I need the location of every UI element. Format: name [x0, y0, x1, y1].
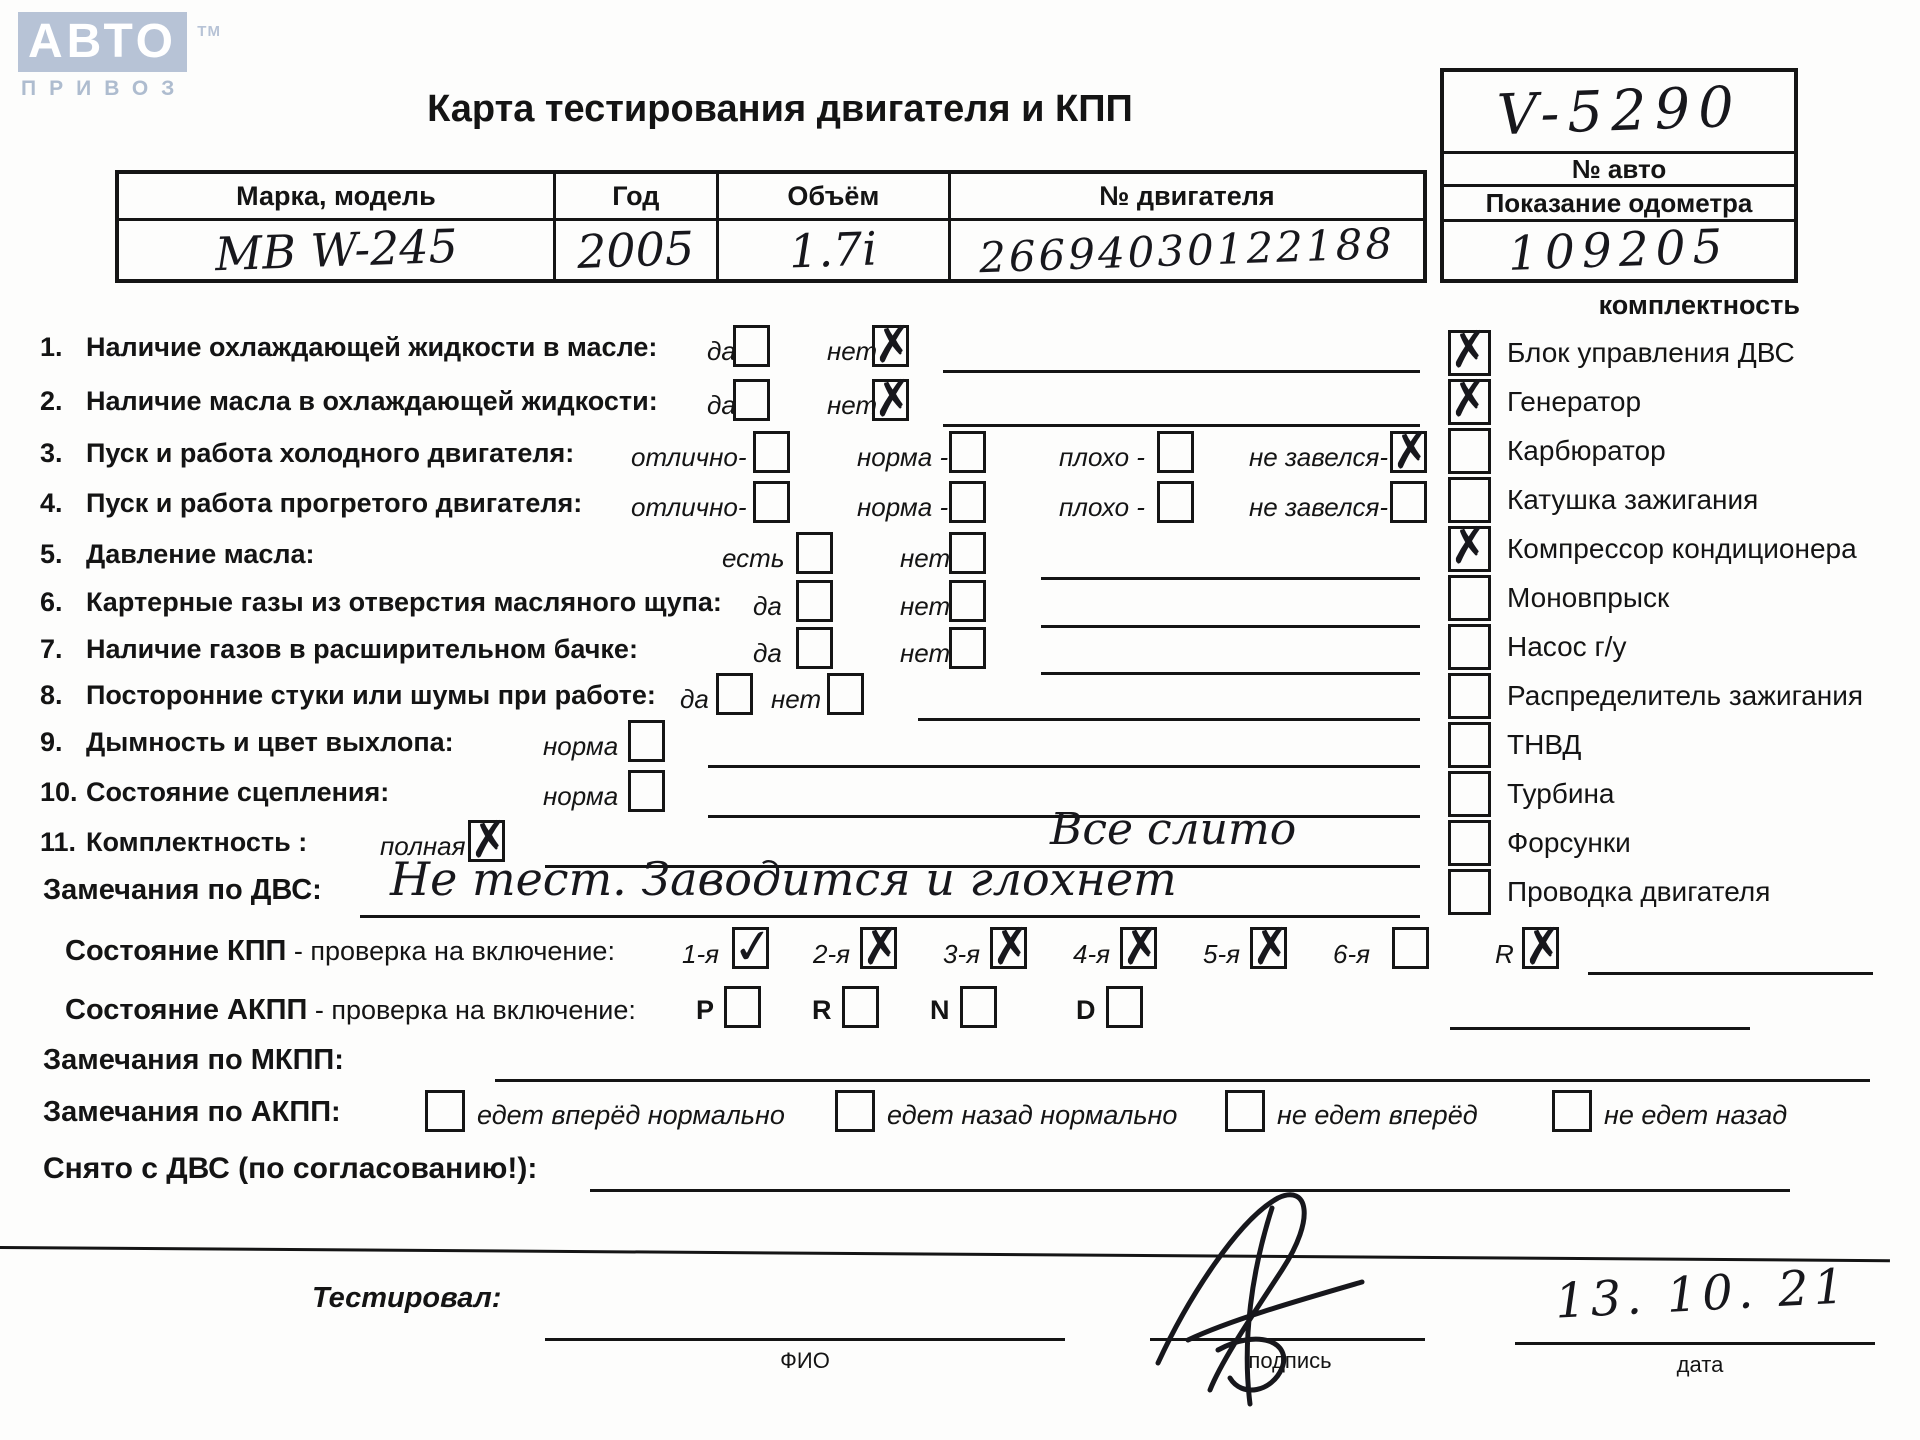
header-volume: Объём — [719, 174, 951, 218]
signature-scribble — [1130, 1178, 1390, 1413]
dvs-remarks-row — [40, 852, 1420, 922]
item-number: 11. — [40, 827, 77, 857]
checkbox[interactable] — [858, 917, 904, 977]
removed-row — [40, 1142, 1880, 1198]
completeness-item — [1448, 576, 1908, 620]
option-label: норма - — [857, 492, 949, 522]
checkbox[interactable] — [1448, 869, 1491, 915]
checkbox-mark: ✗ — [1446, 320, 1492, 380]
checkbox[interactable] — [949, 481, 986, 523]
gear-label: D — [1076, 995, 1096, 1025]
item-number: 3. — [40, 438, 63, 468]
option-label: отлично- — [631, 442, 747, 472]
checkbox[interactable] — [949, 532, 986, 574]
option-label: плохо - — [1059, 492, 1145, 522]
item-number: 1. — [40, 332, 63, 362]
completeness-item — [1448, 870, 1908, 914]
checkbox[interactable] — [1106, 986, 1143, 1028]
completeness-item — [1446, 320, 1908, 380]
item-number: 8. — [40, 680, 63, 710]
gear-label: 6-я — [1333, 939, 1371, 969]
checklist-row — [40, 578, 1420, 630]
item-number: 2. — [40, 386, 63, 416]
checkbox[interactable] — [1392, 927, 1429, 969]
tester-label: Тестировал: — [312, 1282, 502, 1314]
akpp-option-label: не едет вперёд — [1277, 1100, 1478, 1130]
answer-line — [1588, 972, 1873, 975]
checkbox[interactable] — [724, 986, 761, 1028]
auto-id-box — [1440, 68, 1798, 283]
separator-line — [0, 1246, 1890, 1262]
volume-value: 1.7i — [788, 221, 879, 279]
brand-value: MB W-245 — [213, 218, 459, 282]
page-title: Карта тестирования двигателя и КПП — [427, 88, 1133, 130]
gear-label: N — [930, 995, 950, 1025]
checkbox[interactable] — [870, 315, 916, 375]
checkbox[interactable] — [730, 917, 776, 977]
checkbox[interactable] — [988, 917, 1034, 977]
option-label: полная — [380, 831, 466, 861]
checkbox[interactable] — [1248, 917, 1294, 977]
auto-number-value: V-5290 — [1495, 74, 1743, 149]
signature-caption: подпись — [1248, 1348, 1332, 1373]
logo-avto-text: АВТО — [28, 15, 177, 68]
item-label: Дымность и цвет выхлопа: — [86, 727, 454, 757]
item-number: 6. — [40, 587, 63, 617]
option-label: да — [707, 336, 736, 366]
option-label: нет — [827, 336, 878, 366]
completeness-item — [1448, 429, 1908, 473]
kpp-label — [65, 935, 615, 968]
item-number: 5. — [40, 539, 63, 569]
item-label: Пуск и работа холодного двигателя: — [86, 438, 575, 468]
checkbox[interactable] — [1520, 917, 1566, 977]
completeness-item — [1448, 821, 1908, 865]
checkbox[interactable] — [835, 1090, 875, 1132]
item-label: Давление масла: — [86, 539, 315, 569]
checkbox[interactable] — [1446, 516, 1492, 576]
option-label: да — [707, 390, 736, 420]
completeness-label: Карбюратор — [1507, 435, 1666, 466]
checkbox[interactable] — [1118, 917, 1164, 977]
checkbox[interactable] — [1552, 1090, 1592, 1132]
logo-privoz-text: ПРИВОЗ — [21, 77, 188, 100]
checkbox[interactable] — [949, 580, 986, 622]
checklist-row — [40, 718, 1420, 770]
handwritten-remark: Не тест. Заводится и глохнет — [390, 852, 1177, 906]
checkbox[interactable] — [1225, 1090, 1265, 1132]
checkbox[interactable] — [733, 325, 770, 367]
checkbox[interactable] — [796, 532, 833, 574]
option-label: нет — [900, 591, 951, 621]
answer-line — [360, 915, 1420, 918]
checkbox[interactable] — [1448, 477, 1491, 523]
akpp-label-bold: Состояние АКПП — [65, 994, 308, 1026]
checkbox-mark: ✗ — [1446, 369, 1492, 429]
vehicle-table-header — [119, 174, 1423, 221]
item-label: Наличие газов в расширительном бачке: — [86, 634, 638, 664]
checkbox[interactable] — [1448, 722, 1491, 768]
checklist-row — [40, 369, 1420, 429]
option-label: норма — [543, 731, 619, 761]
checkbox[interactable] — [753, 481, 790, 523]
engine-number-value: 26694030122188 — [978, 218, 1396, 282]
header-year: Год — [556, 174, 719, 218]
completeness-label: Форсунки — [1507, 827, 1631, 858]
option-label: не завелся- — [1249, 442, 1389, 472]
gear-label: 1-я — [682, 939, 720, 969]
section-label: Замечания по АКПП: — [43, 1096, 341, 1128]
section-label: Замечания по ДВС: — [43, 874, 322, 906]
gear-label: P — [696, 995, 715, 1025]
completeness-label: Насос г/у — [1507, 631, 1627, 662]
gear-label: R — [812, 995, 832, 1025]
completeness-label: Турбина — [1507, 778, 1615, 809]
gear-label: 3-я — [943, 939, 981, 969]
completeness-item — [1448, 625, 1908, 669]
item-label: Пуск и работа прогретого двигателя: — [86, 488, 583, 518]
checkbox[interactable] — [1157, 481, 1194, 523]
checkbox[interactable] — [628, 720, 665, 762]
completeness-label: Блок управления ДВС — [1507, 337, 1795, 368]
checkbox-mark: ✗ — [870, 315, 916, 375]
checkbox-mark: ✓ — [730, 917, 776, 977]
checkbox[interactable] — [960, 986, 997, 1028]
checkbox-mark: ✗ — [1520, 917, 1566, 977]
item-number: 10. — [40, 777, 78, 807]
akpp-label-rest: - проверка на включение: — [307, 995, 636, 1025]
akpp-remarks-row — [40, 1086, 1880, 1140]
checkbox[interactable] — [796, 627, 833, 669]
gear-label: 2-я — [813, 939, 851, 969]
checkbox-mark: ✗ — [988, 917, 1034, 977]
header-engine-number: № двигателя — [1099, 180, 1275, 211]
completeness-label: Распределитель зажигания — [1507, 680, 1864, 711]
mkpp-remarks-row — [40, 1034, 1880, 1086]
checkbox[interactable] — [1388, 421, 1434, 481]
odometer-value: 109205 — [1507, 219, 1731, 282]
option-label: нет — [771, 684, 822, 714]
completeness-item — [1446, 369, 1908, 429]
completeness-label: Генератор — [1507, 386, 1642, 417]
checkbox[interactable] — [1446, 369, 1492, 429]
option-label: плохо - — [1059, 442, 1145, 472]
item-label: Наличие масла в охлаждающей жидкости: — [86, 386, 658, 416]
checkbox-mark: ✗ — [1388, 421, 1434, 481]
option-label: нет — [900, 638, 951, 668]
option-label: нет — [900, 543, 951, 573]
date-line — [1515, 1342, 1875, 1345]
option-label: да — [753, 591, 782, 621]
option-label: норма - — [857, 442, 949, 472]
completeness-label: Моновпрыск — [1507, 582, 1670, 613]
checkbox[interactable] — [425, 1090, 465, 1132]
answer-line — [495, 1079, 1870, 1082]
akpp-option-label: едет вперёд нормально — [477, 1100, 785, 1130]
gear-label: 4-я — [1073, 939, 1111, 969]
logo-avto — [18, 12, 221, 72]
completeness-item — [1448, 772, 1908, 816]
vehicle-table-values — [119, 218, 1423, 282]
checklist-row — [40, 625, 1420, 677]
checkbox[interactable] — [949, 431, 986, 473]
checklist-row — [40, 421, 1434, 481]
fio-line — [545, 1338, 1065, 1341]
checklist-row — [40, 315, 1420, 375]
odometer-label: Показание одометра — [1444, 187, 1794, 222]
auto-number-label: № авто — [1444, 154, 1794, 187]
kpp-label-bold: Состояние КПП — [65, 935, 287, 967]
checkbox[interactable] — [870, 369, 916, 429]
completeness-label: ТНВД — [1507, 729, 1582, 760]
option-label: да — [753, 638, 782, 668]
akpp-label — [65, 994, 636, 1027]
completeness-label: Компрессор кондиционера — [1507, 533, 1857, 564]
section-label: Замечания по МКПП: — [43, 1044, 344, 1076]
checkbox[interactable] — [1390, 481, 1427, 523]
checkbox[interactable] — [1446, 320, 1492, 380]
item-label: Наличие охлаждающей жидкости в масле: — [86, 332, 658, 362]
checkbox[interactable] — [827, 673, 864, 715]
gear-label: R — [1495, 939, 1514, 969]
akpp-row — [40, 984, 1880, 1036]
checklist-row — [40, 530, 1420, 582]
option-label: да — [680, 684, 709, 714]
handwritten-date: 13. 10. 21 — [1553, 1258, 1851, 1330]
checkbox[interactable] — [1448, 771, 1491, 817]
akpp-option-label: не едет назад — [1604, 1100, 1788, 1130]
completeness-item — [1448, 478, 1908, 522]
header-brand: Марка, модель — [119, 174, 556, 218]
item-label: Состояние сцепления: — [86, 777, 390, 807]
kpp-label-rest: - проверка на включение: — [286, 936, 615, 966]
brand-logo — [18, 12, 221, 101]
checkbox-mark: ✗ — [1248, 917, 1294, 977]
completeness-title: комплектность — [1598, 290, 1800, 320]
checkbox[interactable] — [1448, 428, 1491, 474]
option-label: не завелся- — [1249, 492, 1389, 522]
completeness-label: Катушка зажигания — [1507, 484, 1759, 515]
fio-caption: ФИО — [780, 1348, 830, 1373]
checkbox[interactable] — [842, 986, 879, 1028]
checklist-row — [40, 671, 1420, 723]
checkbox-mark: ✗ — [870, 369, 916, 429]
item-label: Комплектность : — [86, 827, 308, 857]
checkbox[interactable] — [628, 770, 665, 812]
vehicle-table — [115, 170, 1427, 283]
checklist-row — [40, 479, 1420, 531]
item-number: 7. — [40, 634, 63, 664]
section-label: Снято с ДВС (по согласованию!): — [43, 1152, 538, 1185]
checkbox[interactable] — [716, 673, 753, 715]
checkbox[interactable] — [1448, 673, 1491, 719]
completeness-item — [1448, 723, 1908, 767]
checkbox[interactable] — [1448, 624, 1491, 670]
item-number: 4. — [40, 488, 63, 518]
checkbox[interactable] — [796, 580, 833, 622]
completeness-list — [1446, 320, 1908, 919]
answer-line — [943, 370, 1420, 373]
item-number: 9. — [40, 727, 63, 757]
checkbox[interactable] — [733, 379, 770, 421]
completeness-label: Проводка двигателя — [1507, 876, 1771, 907]
akpp-option-label: едет назад нормально — [887, 1100, 1178, 1130]
completeness-item — [1448, 674, 1908, 718]
option-label: норма — [543, 781, 619, 811]
checkbox[interactable] — [949, 627, 986, 669]
year-value: 2005 — [576, 220, 696, 280]
answer-line — [943, 424, 1420, 427]
checkbox-mark: ✗ — [466, 810, 512, 870]
item-label: Посторонние стуки или шумы при работе: — [86, 680, 656, 710]
checkbox-mark: ✗ — [1118, 917, 1164, 977]
answer-line — [1450, 1027, 1750, 1030]
date-caption: дата — [1676, 1352, 1724, 1377]
gear-label: 5-я — [1203, 939, 1241, 969]
kpp-row — [40, 917, 1880, 981]
checkbox-mark — [730, 315, 778, 320]
option-label: отлично- — [631, 492, 747, 522]
handwritten-note: Все слито — [1050, 804, 1297, 855]
option-label: нет — [827, 390, 878, 420]
option-label: есть — [722, 543, 785, 573]
checkbox[interactable] — [1448, 820, 1491, 866]
checkbox[interactable] — [753, 431, 790, 473]
checkbox-mark: ✗ — [858, 917, 904, 977]
completeness-item — [1446, 516, 1908, 576]
checkbox[interactable] — [1157, 431, 1194, 473]
item-label: Картерные газы из отверстия масляного щупа: — [86, 587, 722, 617]
checkbox[interactable] — [1448, 575, 1491, 621]
trademark-mark: TM — [197, 23, 221, 40]
checkbox-mark: ✗ — [1446, 516, 1492, 576]
